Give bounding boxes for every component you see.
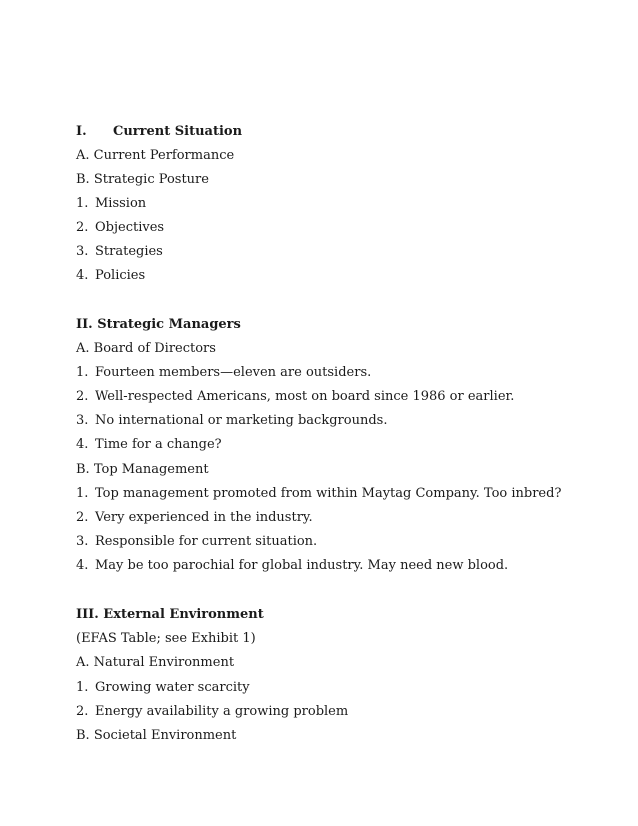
- list-item: [76, 680, 250, 696]
- list-marker: B.: [76, 172, 90, 187]
- list-marker: 4.: [76, 268, 89, 283]
- list-marker: 4.: [76, 558, 89, 573]
- list-item: [76, 172, 209, 188]
- list-marker: B.: [76, 728, 90, 743]
- list-marker: A.: [76, 655, 90, 670]
- list-marker: 3.: [76, 413, 89, 428]
- list-text: Very experienced in the industry.: [95, 510, 313, 525]
- list-item: [76, 655, 234, 671]
- list-item: [76, 389, 514, 405]
- list-text: Strategies: [95, 244, 163, 259]
- list-item: [76, 268, 145, 284]
- list-item: [76, 365, 371, 381]
- list-item: [76, 728, 236, 744]
- list-item: [76, 148, 234, 164]
- list-marker: 1.: [76, 680, 89, 695]
- section-1-number: I.: [76, 124, 87, 139]
- list-item: [76, 534, 317, 550]
- list-marker: A.: [76, 148, 90, 163]
- list-marker: A.: [76, 341, 90, 356]
- list-marker: 1.: [76, 196, 89, 211]
- list-item: [76, 196, 146, 212]
- list-item: [76, 486, 561, 502]
- list-text: Fourteen members—eleven are outsiders.: [95, 365, 372, 380]
- list-marker: 2.: [76, 704, 89, 719]
- section-1-heading: [76, 124, 242, 140]
- list-text: May be too parochial for global industry. May need new blood.: [95, 558, 509, 573]
- list-text: Societal Environment: [93, 728, 237, 743]
- list-text: Strategic Posture: [93, 172, 209, 187]
- list-marker: 3.: [76, 244, 89, 259]
- list-text: Growing water scarcity: [95, 680, 250, 695]
- section-1-title: Current Situation: [113, 124, 243, 139]
- list-marker: 3.: [76, 534, 89, 549]
- list-item: [76, 558, 508, 574]
- list-text: Top Management: [93, 462, 209, 477]
- list-text: No international or marketing backgrounds.: [95, 413, 388, 428]
- list-text: Top management promoted from within Maytag Company. Too inbred?: [95, 486, 562, 501]
- list-text: Board of Directors: [93, 341, 216, 356]
- list-marker: 2.: [76, 220, 89, 235]
- list-item: [76, 413, 387, 429]
- section-2-heading: II. Strategic Managers: [76, 317, 241, 332]
- section-3-note: (EFAS Table; see Exhibit 1): [76, 631, 256, 646]
- list-item: [76, 704, 348, 720]
- list-text: Mission: [95, 196, 147, 211]
- section-3-heading: III. External Environment: [76, 607, 264, 622]
- list-text: Policies: [95, 268, 146, 283]
- list-marker: B.: [76, 462, 90, 477]
- list-marker: 1.: [76, 365, 89, 380]
- list-marker: 1.: [76, 486, 89, 501]
- list-item: [76, 437, 222, 453]
- list-text: Natural Environment: [93, 655, 235, 670]
- list-item: [76, 244, 163, 260]
- list-text: Energy availability a growing problem: [95, 704, 349, 719]
- list-item: [76, 510, 313, 526]
- list-marker: 2.: [76, 389, 89, 404]
- list-marker: 4.: [76, 437, 89, 452]
- list-marker: 2.: [76, 510, 89, 525]
- list-text: Current Performance: [93, 148, 235, 163]
- list-text: Objectives: [95, 220, 165, 235]
- list-item: [76, 462, 209, 478]
- list-item: [76, 341, 216, 357]
- list-text: Well-respected Americans, most on board since 1986 or earlier.: [95, 389, 515, 404]
- list-text: Responsible for current situation.: [95, 534, 318, 549]
- list-text: Time for a change?: [95, 437, 222, 452]
- list-item: [76, 220, 164, 236]
